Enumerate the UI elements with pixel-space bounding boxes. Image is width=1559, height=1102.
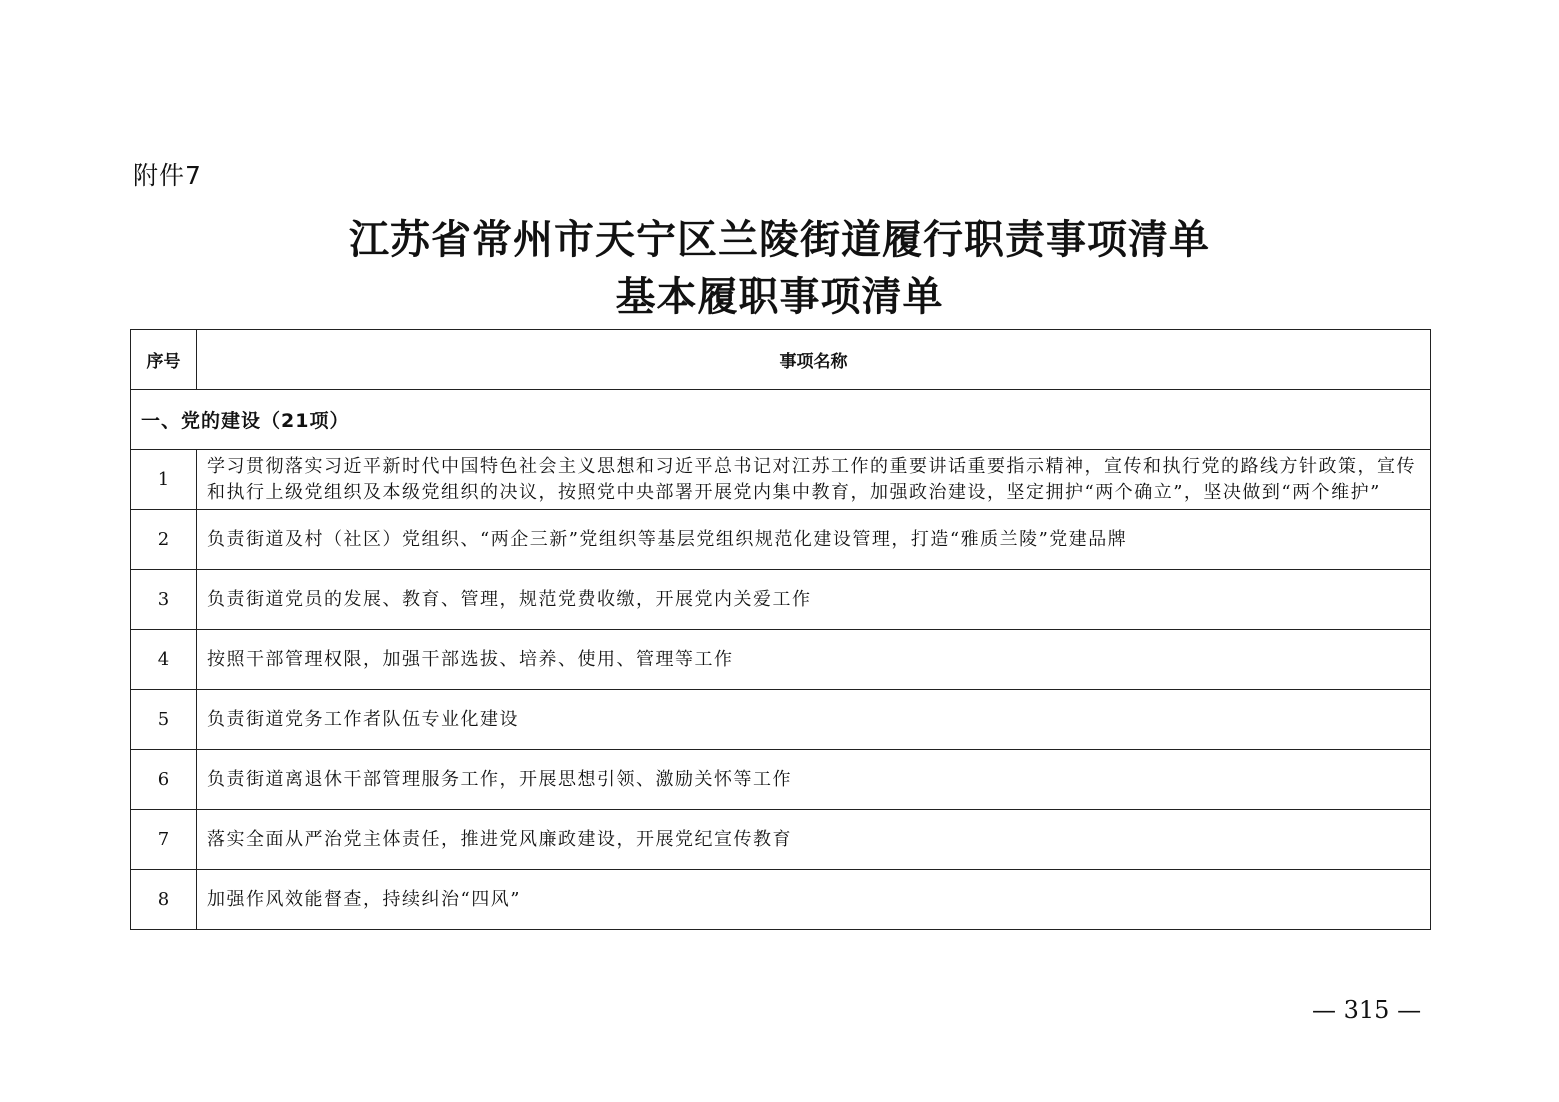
section-row — [131, 390, 1431, 450]
document-subtitle: 基本履职事项清单 — [615, 273, 944, 320]
page-number: — 315 — — [1312, 996, 1422, 1024]
column-header-number: 序号 — [131, 330, 197, 390]
row-number: 3 — [131, 570, 197, 630]
row-text: 负责街道及村（社区）党组织、“两企三新”党组织等基层党组织规范化建设管理，打造“雅质兰陵”党建品牌 — [197, 510, 1431, 570]
column-header-item-name: 事项名称 — [197, 330, 1431, 390]
row-number: 8 — [131, 870, 197, 930]
attachment-label: 附件7 — [133, 161, 202, 190]
row-number: 7 — [131, 810, 197, 870]
row-text: 按照干部管理权限，加强干部选拔、培养、使用、管理等工作 — [197, 630, 1431, 690]
document-title: 江苏省常州市天宁区兰陵街道履行职责事项清单 — [349, 216, 1210, 263]
row-text: 学习贯彻落实习近平新时代中国特色社会主义思想和习近平总书记对江苏工作的重要讲话重要指示精神，宣传和执行党的路线方针政策，宣传和执行上级党组织及本级党组织的决议，按照党中央部署开展党内集中教育，加强政治建设，坚定拥护“两个确立”，坚决做到“两个维护” — [197, 450, 1431, 510]
row-text: 负责街道离退休干部管理服务工作，开展思想引领、激励关怀等工作 — [197, 750, 1431, 810]
row-text: 落实全面从严治党主体责任，推进党风廉政建设，开展党纪宣传教育 — [197, 810, 1431, 870]
table-row — [131, 690, 1431, 750]
table-row — [131, 810, 1431, 870]
row-number: 6 — [131, 750, 197, 810]
section-title: 一、党的建设（21项） — [131, 390, 1431, 450]
table-row — [131, 870, 1431, 930]
row-text: 加强作风效能督查，持续纠治“四风” — [197, 870, 1431, 930]
row-number: 4 — [131, 630, 197, 690]
row-text: 负责街道党务工作者队伍专业化建设 — [197, 690, 1431, 750]
row-number: 1 — [131, 450, 197, 510]
table-row — [131, 570, 1431, 630]
table-row — [131, 630, 1431, 690]
row-number: 5 — [131, 690, 197, 750]
table-header-row — [131, 330, 1431, 390]
row-text: 负责街道党员的发展、教育、管理，规范党费收缴，开展党内关爱工作 — [197, 570, 1431, 630]
duty-items-table — [130, 329, 1431, 930]
table-row — [131, 750, 1431, 810]
table-row — [131, 450, 1431, 510]
table-row — [131, 510, 1431, 570]
row-number: 2 — [131, 510, 197, 570]
